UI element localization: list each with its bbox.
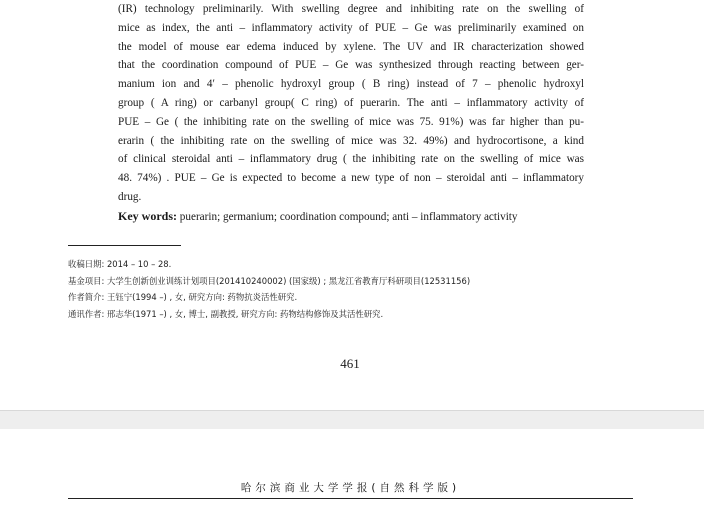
abstract-line: of clinical steroidal anti – inflammatory drug ( the inhibiting rate on the swelling of mice was — [118, 153, 584, 166]
abstract-line: manium ion and 4′ – phenolic hydroxyl group ( B ring) instead of 7 – phenolic hydroxyl — [118, 78, 584, 91]
abstract-body — [118, 0, 584, 207]
keywords-line — [118, 207, 584, 226]
abstract-line: mice as index, the anti – inflammatory activity of PUE – Ge was preliminarily examined on — [118, 21, 584, 34]
footnote-received-date: 收稿日期: 2014 – 10 – 28. — [68, 259, 172, 269]
keywords-text: puerarin; germanium; coordination compound; anti – inflammatory activity — [177, 211, 518, 223]
footnote-author: 作者简介: 王钰宁(1994 –) , 女, 研究方向: 药物抗炎活性研究. — [68, 292, 298, 302]
page-lower-sheet — [0, 429, 704, 516]
page-number: 461 — [340, 356, 360, 371]
abstract-line: group ( A ring) or carbanyl group( C ring) of puerarin. The anti – inflammatory activity of — [118, 96, 584, 109]
header-divider — [68, 498, 633, 499]
journal-running-header: 哈尔滨商业大学学报(自然科学版) — [240, 482, 461, 494]
abstract-line: that the coordination compound of PUE – Ge was synthesized through reacting between ger- — [118, 59, 584, 72]
abstract-line: PUE – Ge ( the inhibiting rate on the swelling of mice was 75. 91%) was far higher than pu- — [118, 115, 584, 128]
abstract-line: 48. 74%) . PUE – Ge is expected to become a new type of non – steroidal anti – inflammatory — [118, 172, 584, 185]
footnotes — [68, 256, 628, 322]
abstract-line: drug. — [118, 190, 142, 203]
footnote-divider — [68, 245, 181, 246]
abstract-line: (IR) technology preliminarily. With swelling degree and inhibiting rate on the swelling of — [118, 3, 584, 15]
keywords-label: Key words: — [118, 209, 177, 223]
footnote-fund: 基金项目: 大学生创新创业训练计划项目(201410240002) (国家级) ; 黑龙江省教育厅科研项目(12531156) — [68, 275, 471, 286]
abstract-line: the model of mouse ear edema induced by xylene. The UV and IR characterization showed — [118, 40, 584, 53]
abstract-line: erarin ( the inhibiting rate on the swelling of mice was 32. 49%) and hydrocortisone, a kind — [118, 134, 584, 147]
footnote-corresponding-author: 通讯作者: 邢志华(1971 –) , 女, 博士, 副教授, 研究方向: 药物结构修饰及其活性研究. — [68, 308, 384, 319]
